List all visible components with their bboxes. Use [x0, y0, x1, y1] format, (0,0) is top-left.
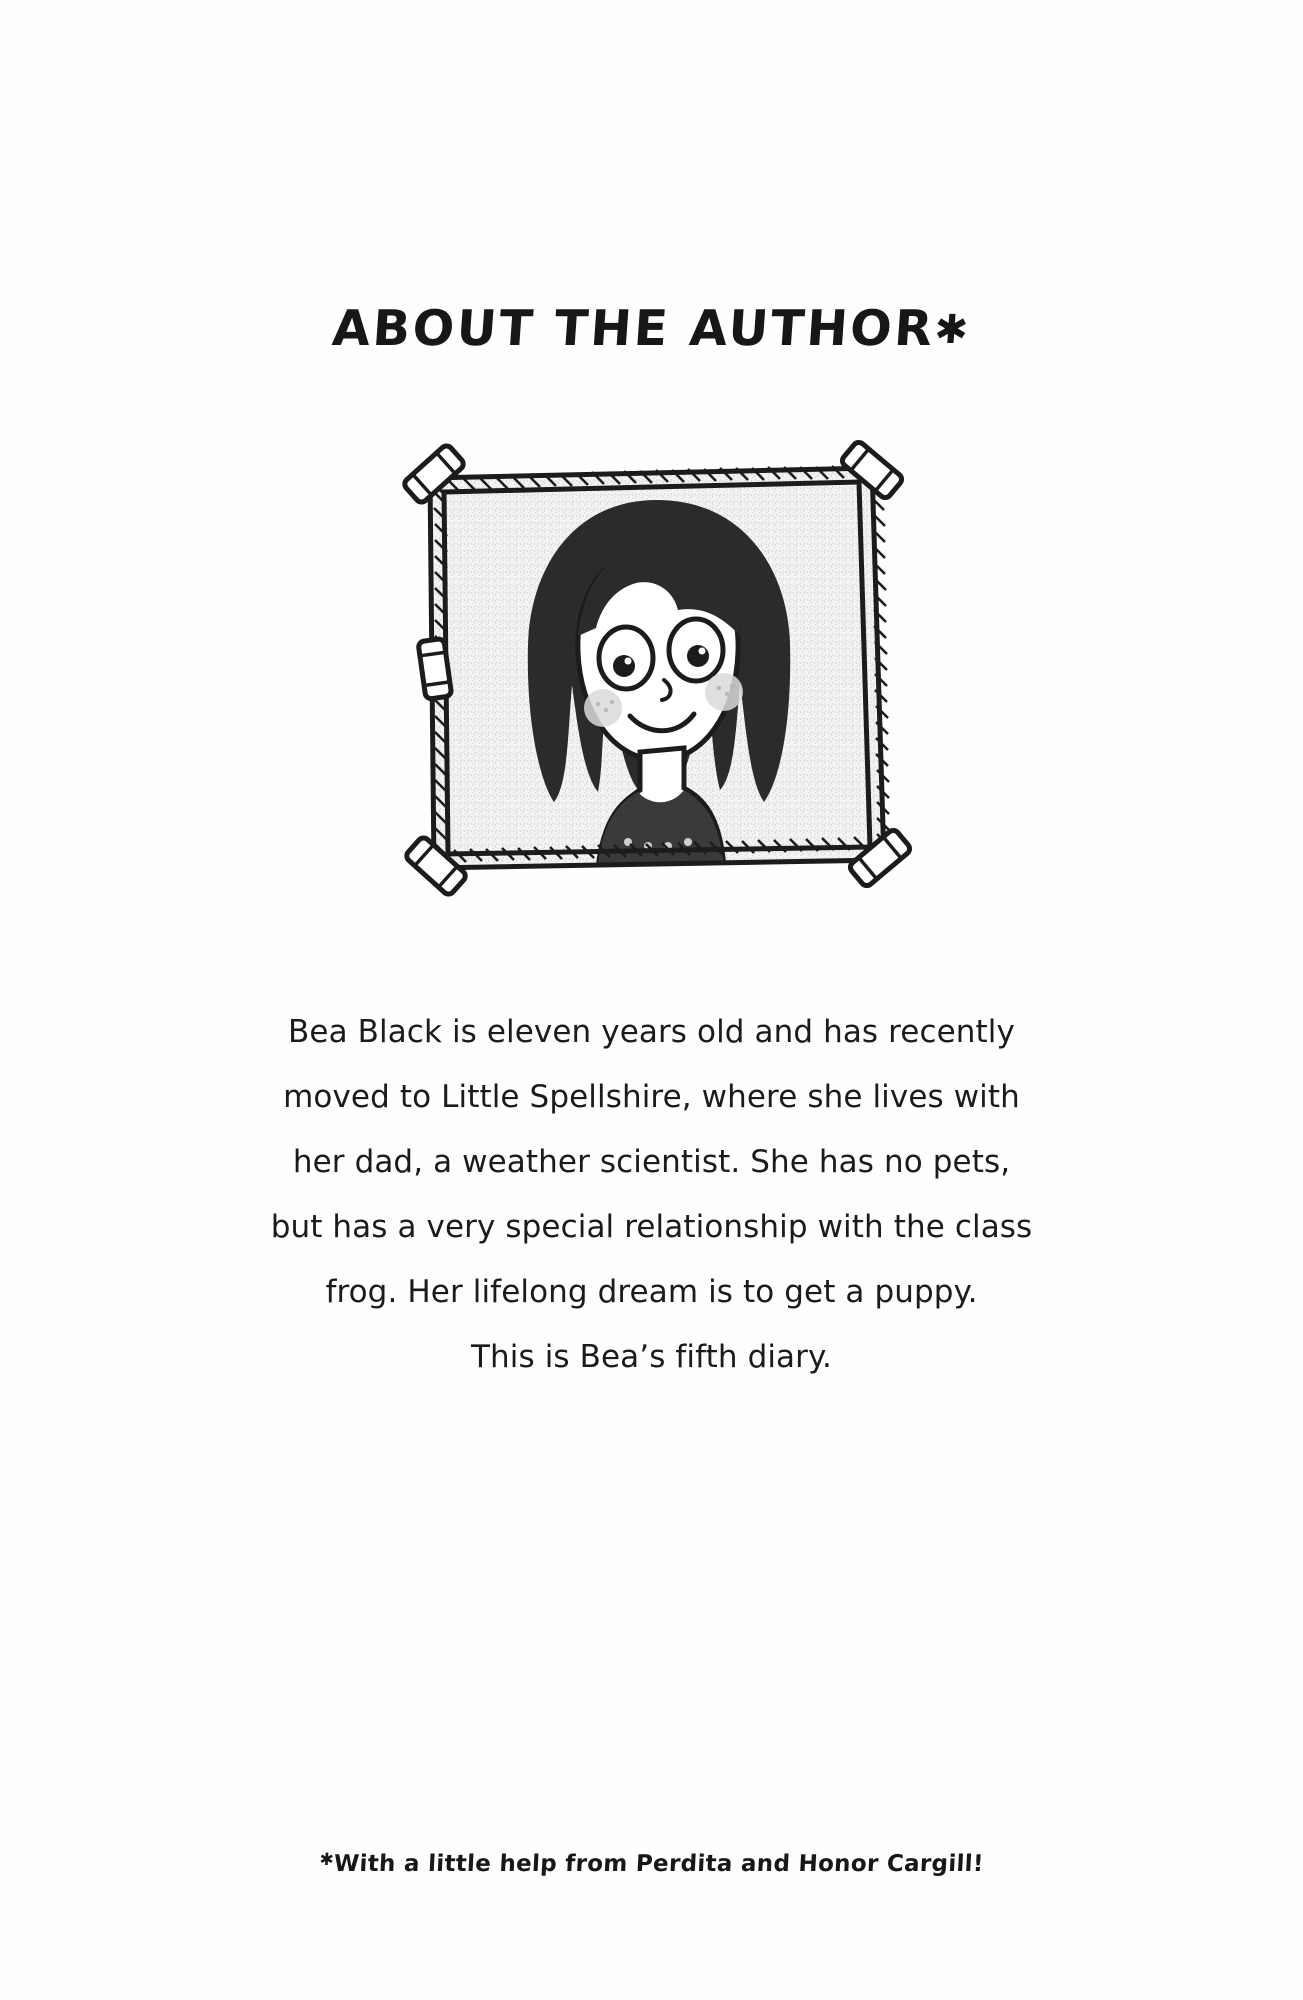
- page-title: [0, 300, 1303, 357]
- bio-line: This is Bea’s fifth diary.: [471, 1339, 832, 1375]
- portrait-photo: [412, 460, 902, 880]
- author-portrait: [372, 430, 932, 920]
- asterisk-marker-icon: ✱: [932, 307, 973, 353]
- bio-line: frog. Her lifelong dream is to get a puppy.: [325, 1274, 978, 1310]
- bio-line: Bea Black is eleven years old and has recently: [288, 1014, 1015, 1050]
- bio-line: but has a very special relationship with the class: [270, 1209, 1033, 1245]
- page-title-text: ABOUT THE AUTHOR: [330, 300, 937, 357]
- bio-line: her dad, a weather scientist. She has no pets,: [292, 1144, 1011, 1180]
- footnote-asterisk-icon: ✱: [318, 1850, 335, 1870]
- bio-line: moved to Little Spellshire, where she lives with: [283, 1079, 1020, 1115]
- framed-portrait-illustration: [372, 430, 932, 920]
- footnote-text: With a little help from Perdita and Honor Cargill!: [333, 1851, 985, 1877]
- author-bio: [212, 1000, 1092, 1390]
- footnote: [0, 1850, 1303, 1877]
